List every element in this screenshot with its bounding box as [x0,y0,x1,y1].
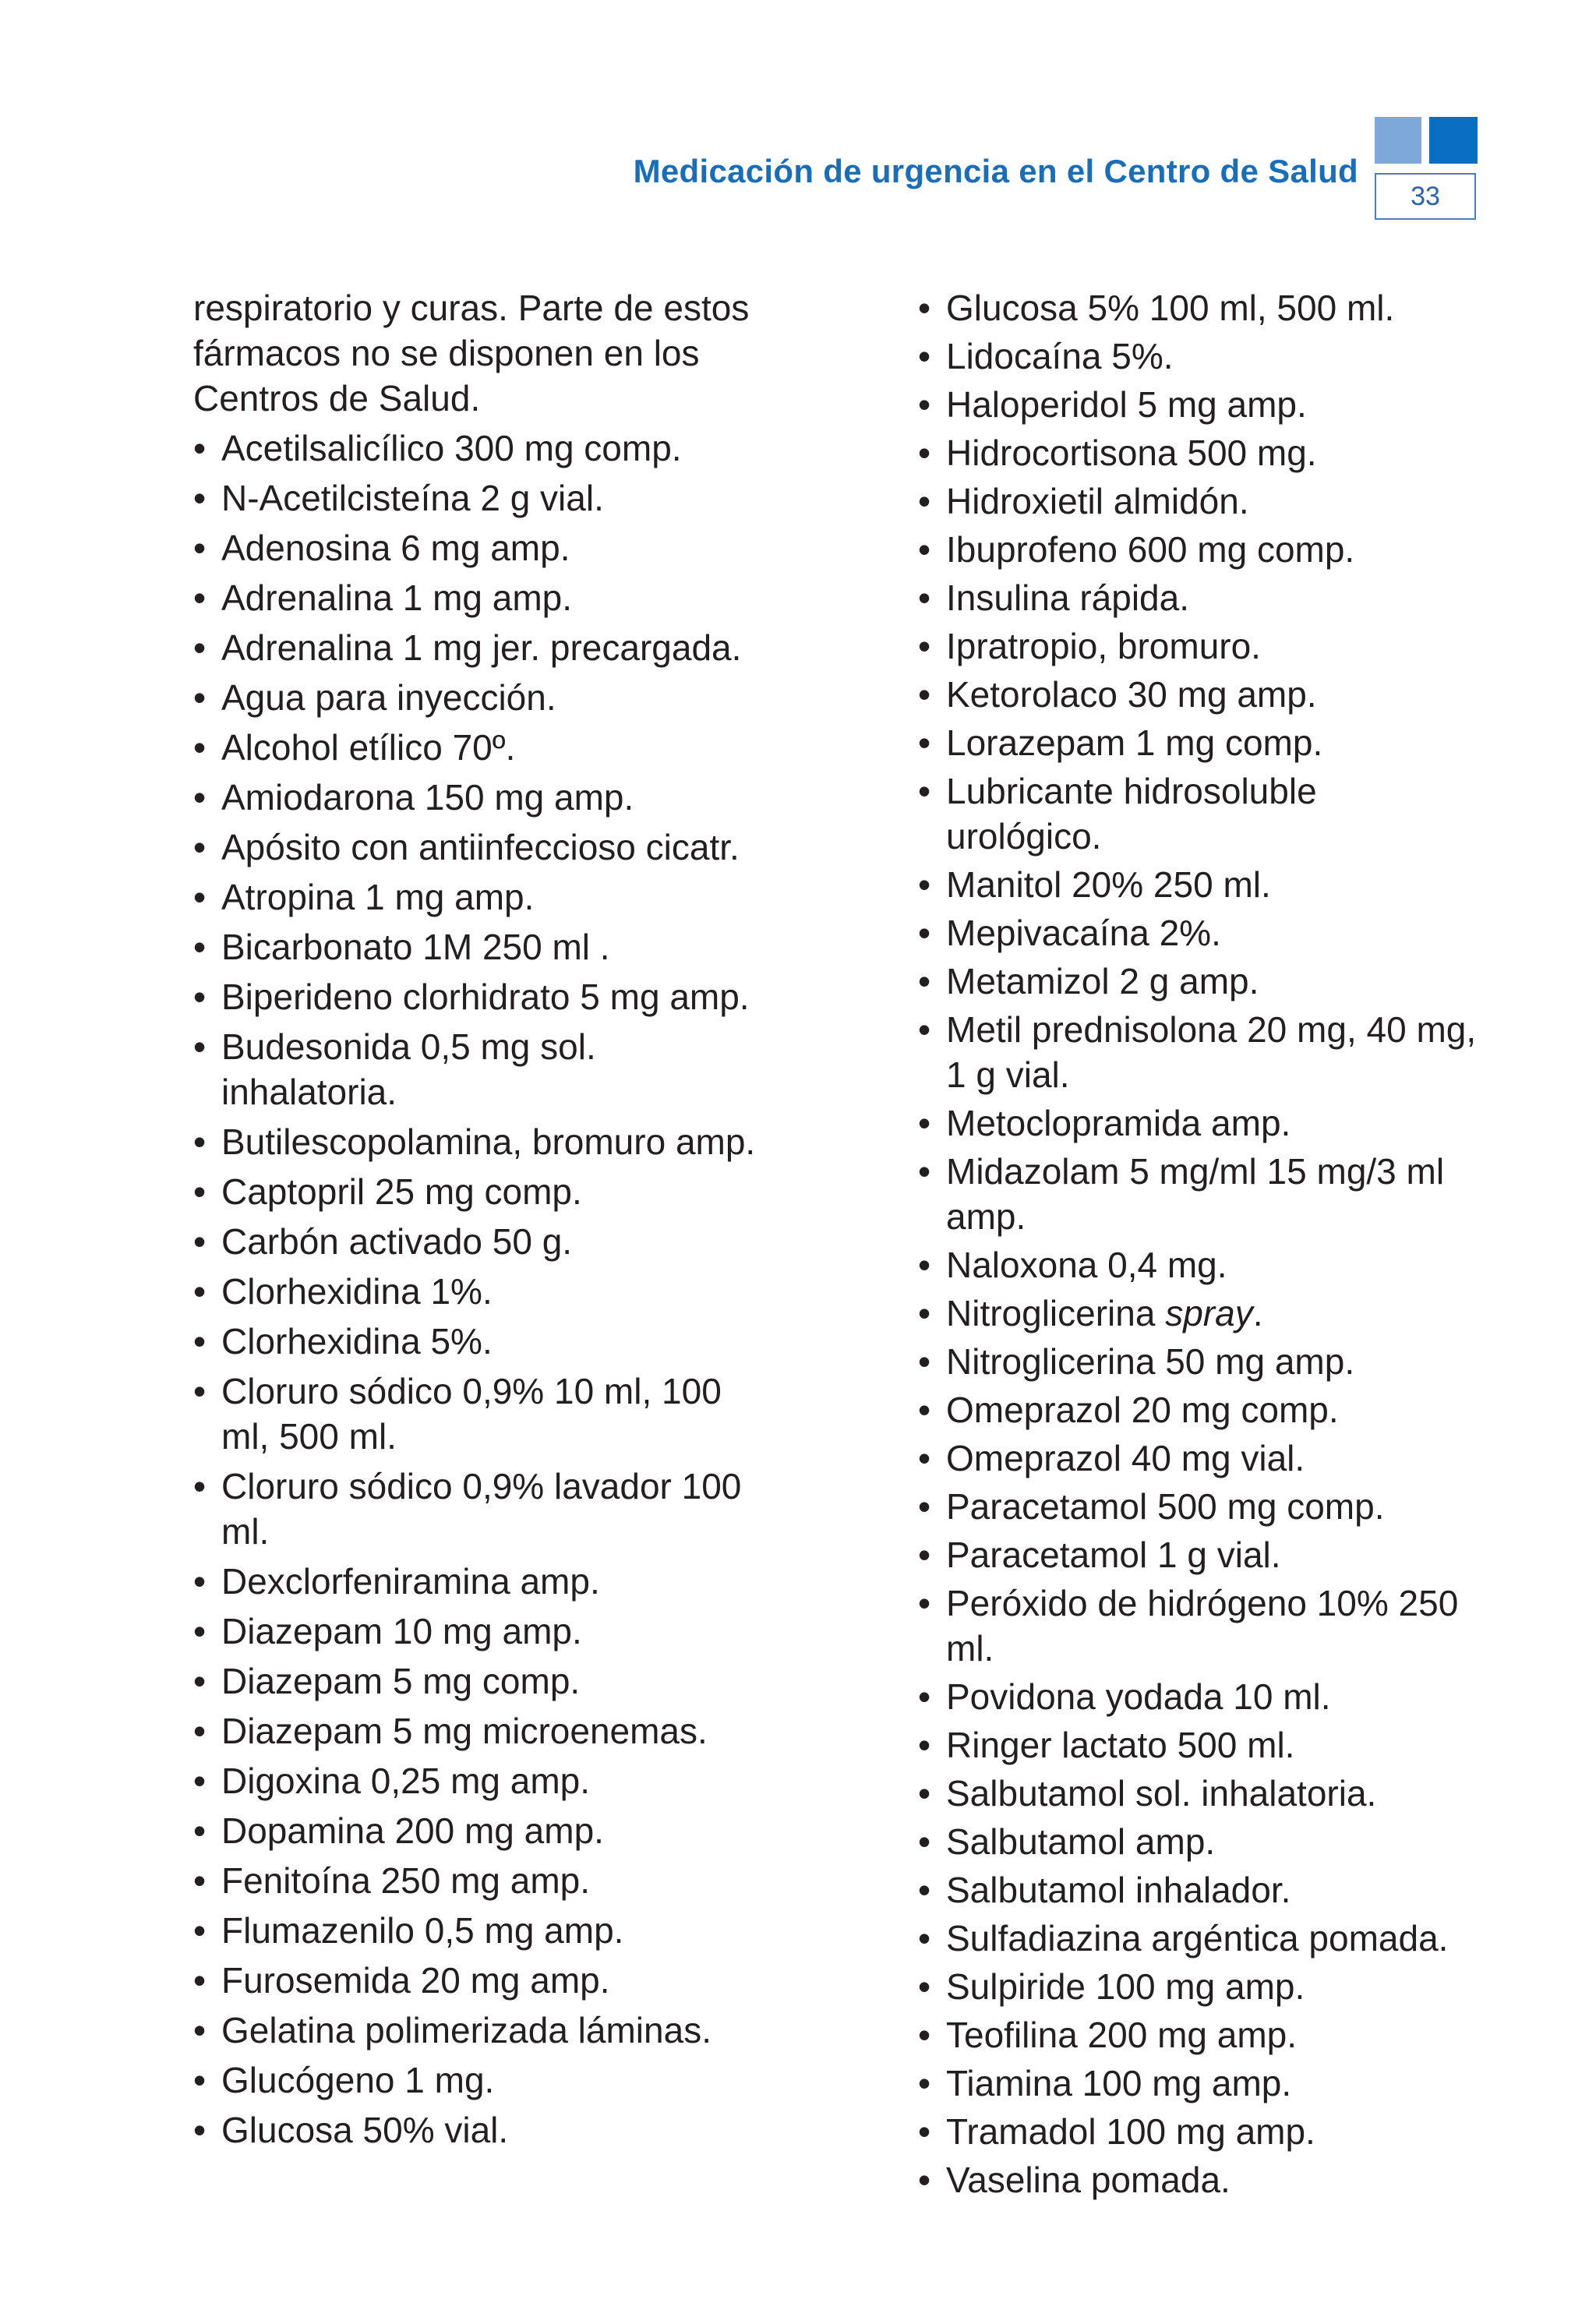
list-item: • Sulfadiazina argéntica pomada. [918,1916,1479,1961]
list-item: • Manitol 20% 250 ml. [918,862,1479,907]
list-item: • Hidroxietil almidón. [918,479,1479,524]
list-item: • Metamizol 2 g amp. [918,959,1479,1004]
list-item: • Ibuprofeno 600 mg comp. [918,527,1479,572]
list-item: • Salbutamol amp. [918,1819,1479,1864]
medication-list-right [918,285,1479,2202]
list-item: • Flumazenilo 0,5 mg amp. [193,1908,770,1953]
list-item: • Nitroglicerina 50 mg amp. [918,1339,1479,1384]
list-item: • Tiamina 100 mg amp. [918,2061,1479,2106]
list-item: • Sulpiride 100 mg amp. [918,1964,1479,2009]
list-item: • Atropina 1 mg amp. [193,874,770,920]
list-item: • Lubricante hidrosoluble urológico. [918,768,1479,859]
list-item: • Metoclopramida amp. [918,1100,1479,1146]
list-item: • Adrenalina 1 mg amp. [193,575,770,620]
list-item: • Dexclorfeniramina amp. [193,1559,770,1604]
list-item: • Digoxina 0,25 mg amp. [193,1758,770,1803]
list-item-text: . [1252,1293,1263,1333]
list-item: • Salbutamol sol. inhalatoria. [918,1771,1479,1816]
intro-paragraph: respiratorio y curas. Parte de estos fármacos no se disponen en los Centros de Salud. [193,288,750,419]
page-number: 33 [1375,173,1476,220]
list-item: • Lidocaína 5%. [918,334,1479,379]
list-item: • Agua para inyección. [193,675,770,720]
list-item: • Bicarbonato 1M 250 ml . [193,924,770,970]
list-item: • Diazepam 5 mg comp. [193,1658,770,1704]
list-item: • Ringer lactato 500 ml. [918,1722,1479,1768]
list-item: • Salbutamol inhalador. [918,1867,1479,1913]
list-item: • Glucosa 50% vial. [193,2107,770,2153]
list-item: • Tramadol 100 mg amp. [918,2109,1479,2154]
header-accent-square-dark [1429,117,1478,164]
list-item: • Adenosina 6 mg amp. [193,525,770,570]
list-item: • Fenitoína 250 mg amp. [193,1858,770,1903]
left-column [193,285,770,2157]
list-item: • Peróxido de hidrógeno 10% 250 ml. [918,1581,1479,1671]
list-item: • Omeprazol 20 mg comp. [918,1387,1479,1432]
list-item: • Ketorolaco 30 mg amp. [918,672,1479,717]
list-item: • Vaselina pomada. [918,2157,1479,2202]
header-accent-square-light [1375,117,1421,164]
list-item: • Apósito con antiinfeccioso cicatr. [193,825,770,870]
list-item: • Glucógeno 1 mg. [193,2057,770,2103]
list-item: • Teofilina 200 mg amp. [918,2012,1479,2057]
list-item: • Insulina rápida. [918,575,1479,620]
list-item: • Adrenalina 1 mg jer. precargada. [193,625,770,670]
list-item: • Clorhexidina 5%. [193,1319,770,1364]
list-item-emphasis: spray [1165,1293,1253,1333]
list-item: • Amiodarona 150 mg amp. [193,775,770,820]
list-item: • Povidona yodada 10 ml. [918,1674,1479,1719]
list-item: • Cloruro sódico 0,9% lavador 100 ml. [193,1464,770,1554]
list-item: • Carbón activado 50 g. [193,1219,770,1264]
medication-list-left [193,426,770,2153]
list-item: • Acetilsalicílico 300 mg comp. [193,426,770,471]
list-item: • Ipratropio, bromuro. [918,623,1479,669]
list-item: • Haloperidol 5 mg amp. [918,382,1479,427]
list-item: • Furosemida 20 mg amp. [193,1958,770,2003]
list-item: • Gelatina polimerizada láminas. [193,2008,770,2053]
list-item: • Clorhexidina 1%. [193,1269,770,1314]
list-item: • Omeprazol 40 mg vial. [918,1436,1479,1481]
list-item: • Hidrocortisona 500 mg. [918,430,1479,475]
list-item: • Diazepam 10 mg amp. [193,1609,770,1654]
list-item: • Diazepam 5 mg microenemas. [193,1708,770,1754]
list-item: • Biperideno clorhidrato 5 mg amp. [193,974,770,1019]
right-column [918,285,1479,2206]
list-item: • Dopamina 200 mg amp. [193,1808,770,1853]
list-item: • Budesonida 0,5 mg sol. inhalatoria. [193,1024,770,1114]
list-item [918,1291,1479,1336]
list-item: • Paracetamol 500 mg comp. [918,1484,1479,1529]
list-item: • Naloxona 0,4 mg. [918,1242,1479,1287]
list-item: • Midazolam 5 mg/ml 15 mg/3 ml amp. [918,1149,1479,1239]
list-item: • Captopril 25 mg comp. [193,1169,770,1214]
list-item: • Lorazepam 1 mg comp. [918,720,1479,765]
list-item: • Metil prednisolona 20 mg, 40 mg, 1 g vial. [918,1007,1479,1097]
list-item: • Glucosa 5% 100 ml, 500 ml. [918,285,1479,330]
list-item: • Paracetamol 1 g vial. [918,1532,1479,1577]
list-item: • Mepivacaína 2%. [918,910,1479,955]
list-item: • N-Acetilcisteína 2 g vial. [193,475,770,521]
list-item: • Butilescopolamina, bromuro amp. [193,1119,770,1164]
page-title: Medicación de urgencia en el Centro de Salud [633,153,1358,189]
list-item: • Cloruro sódico 0,9% 10 ml, 100 ml, 500 ml. [193,1369,770,1459]
list-item: • Alcohol etílico 70º. [193,725,770,770]
list-item-text: Nitroglicerina [946,1293,1166,1333]
